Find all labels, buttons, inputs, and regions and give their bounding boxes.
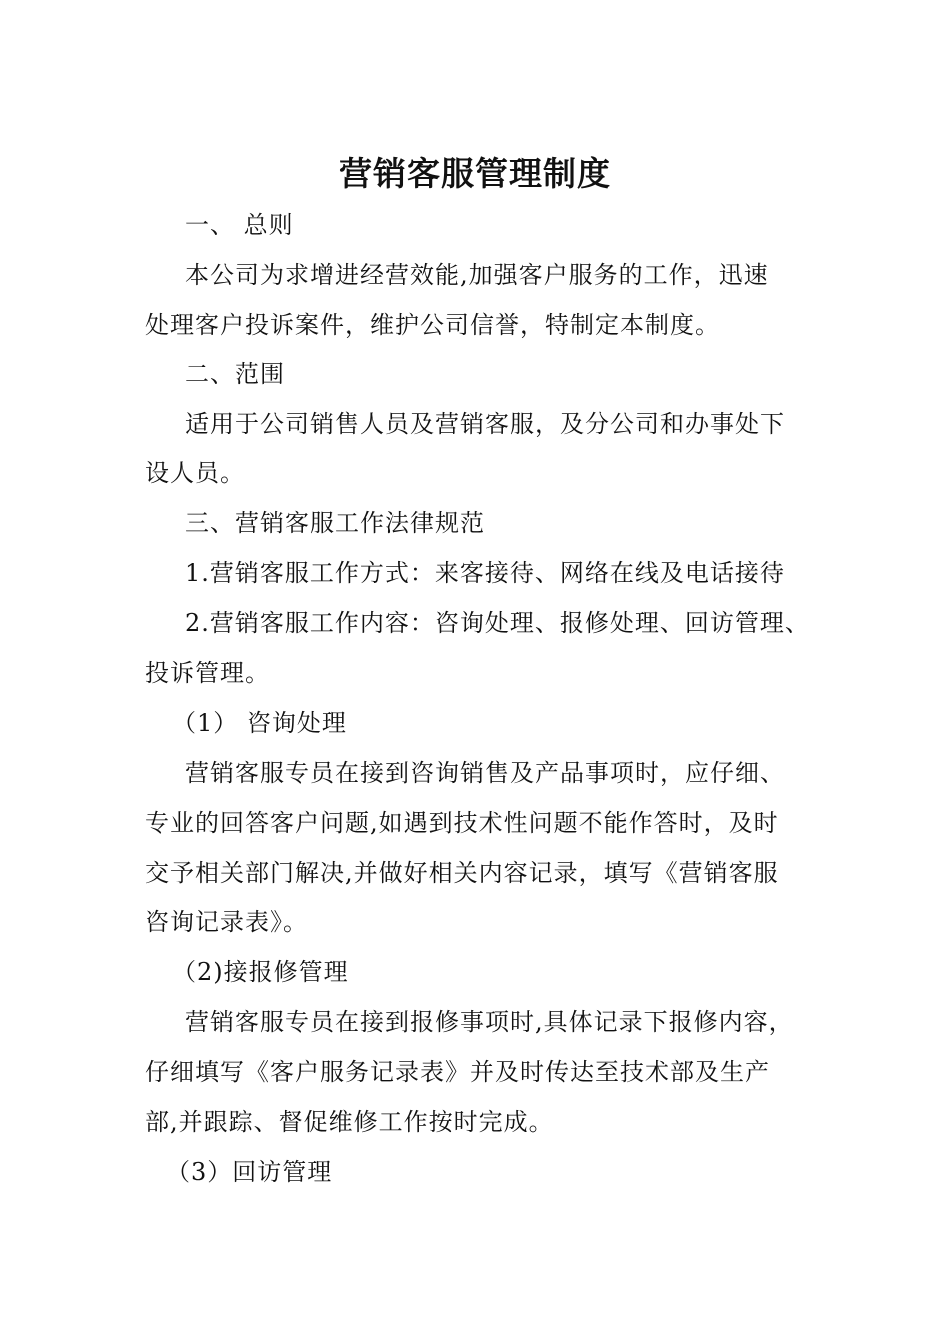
paragraph-line: 专业的回答客户问题,如遇到技术性问题不能作答时，及时 [145, 809, 779, 837]
paragraph-line: 营销客服专员在接到报修事项时,具体记录下报修内容， [185, 1008, 794, 1036]
paragraph-line: 咨询记录表》。 [145, 908, 308, 936]
subsection-heading-consulting: （1） 咨询处理 [172, 709, 347, 737]
paragraph-line: 营销客服专员在接到咨询销售及产品事项时，应仔细、 [185, 759, 785, 787]
subsection-heading-followup: （3）回访管理 [166, 1158, 333, 1186]
paragraph-line: 本公司为求增进经营效能,加强客户服务的工作，迅速 [185, 261, 769, 289]
paragraph-line: 部,并跟踪、督促维修工作按时完成。 [145, 1108, 554, 1136]
document-title: 营销客服管理制度 [339, 154, 611, 193]
paragraph-line: 仔细填写《客户服务记录表》并及时传达至技术部及生产 [145, 1058, 770, 1086]
paragraph-line: 设人员。 [145, 459, 245, 487]
paragraph-line: 适用于公司销售人员及营销客服，及分公司和办事处下 [185, 410, 785, 438]
list-item: 1.营销客服工作方式：来客接待、网络在线及电话接待 [185, 559, 785, 587]
section-heading-general: 一、 总则 [185, 211, 294, 239]
list-item: 2.营销客服工作内容：咨询处理、报修处理、回访管理、 [185, 609, 810, 637]
paragraph-line: 交予相关部门解决,并做好相关内容记录，填写《营销客服 [145, 859, 779, 887]
section-heading-scope: 二、范围 [185, 360, 285, 388]
subsection-heading-repair: （2)接报修管理 [172, 958, 349, 986]
paragraph-line: 处理客户投诉案件，维护公司信誉，特制定本制度。 [145, 311, 720, 339]
section-heading-norms: 三、营销客服工作法律规范 [185, 509, 485, 537]
paragraph-line: 投诉管理。 [145, 659, 270, 687]
